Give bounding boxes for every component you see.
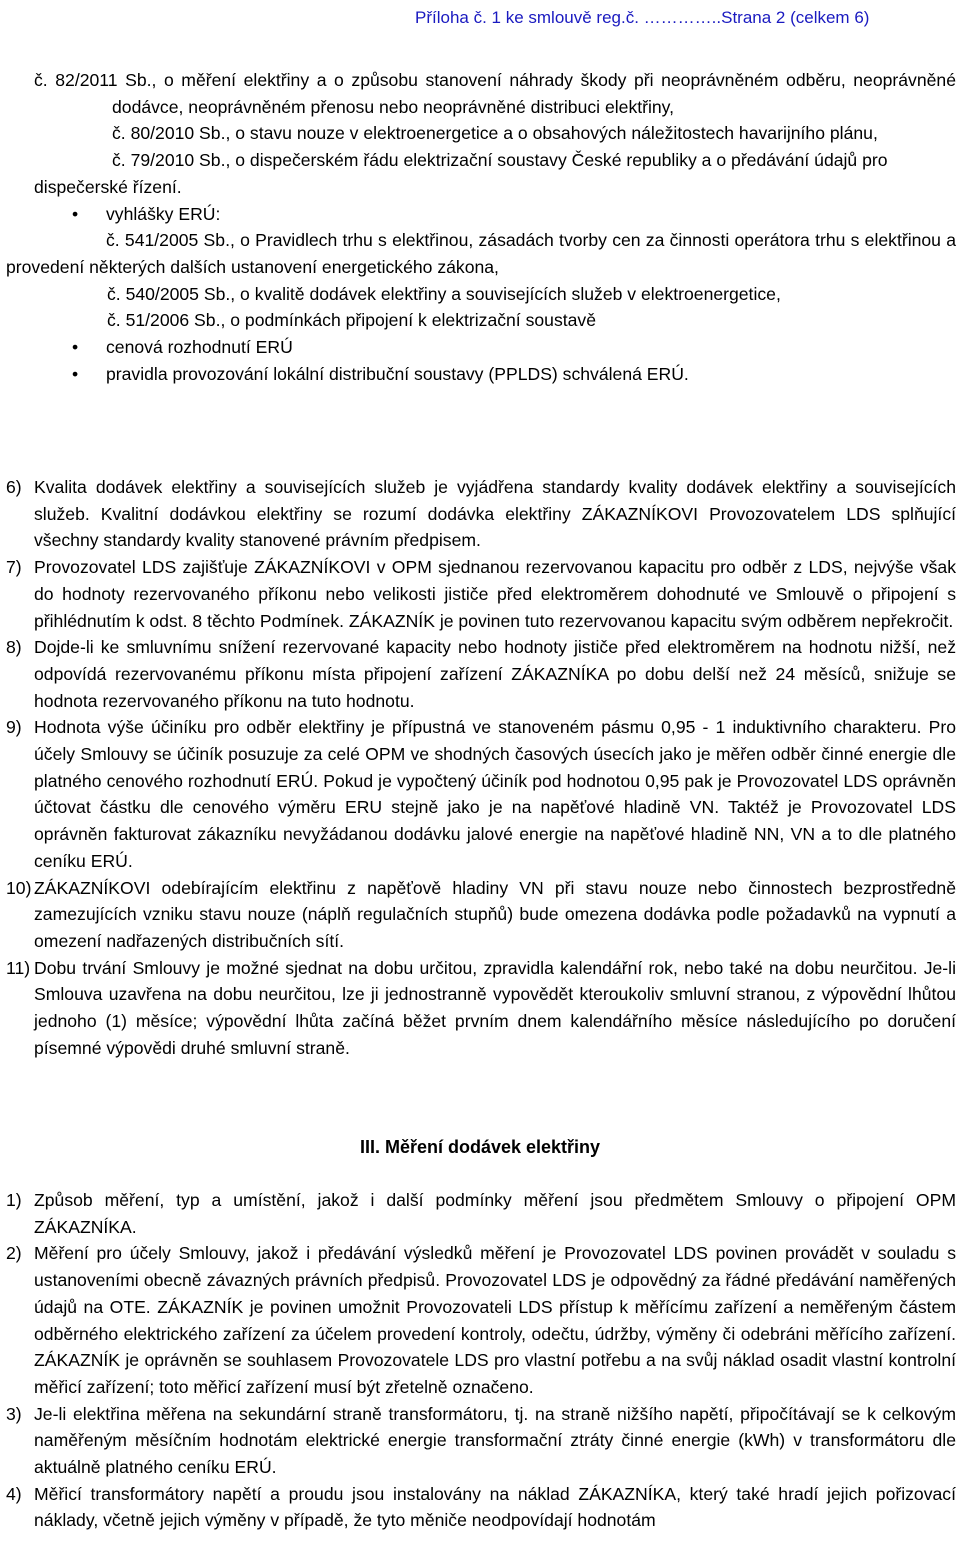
law-80-2010: č. 80/2010 Sb., o stavu nouze v elektroenergetice a o obsahových náležitostech havarijního plánu, (112, 123, 878, 144)
item-7: 7) Provozovatel LDS zajišťuje ZÁKAZNÍKOVI v OPM sjednanou rezervovanou kapacitu pro odběr z LDS, nejvýše však do hodnoty rezervovaného příkonu nebo velikosti jističe před elektroměrem dohodnuté ve Smlouvě o připojení s přihlédnutím k odst. 8 těchto Podmínek. ZÁKAZNÍK je povinen tuto rezervovanou kapacitu svým odběrem nepřekročit. (6, 557, 956, 631)
item-6: 6) Kvalita dodávek elektřiny a souvisejících služeb je vyjádřena standardy kvality dodávek elektřiny a souvisejících služeb. Kvalitní dodávkou elektřiny se rozumí dodávka elektřiny ZÁKAZNÍKOVI Provozovatelem LDS splňující všechny standardy kvality stanovené právním předpisem. (6, 477, 956, 551)
page-header: Příloha č. 1 ke smlouvě reg.č. …………..Strana 2 (celkem 6) (415, 8, 870, 27)
bullet-cenova-rozhodnuti: • cenová rozhodnutí ERÚ (6, 334, 956, 361)
law-51-2006: č. 51/2006 Sb., o podmínkách připojení k elektrizační soustavě (107, 310, 596, 331)
bullet-vyhlasky: • vyhlášky ERÚ: (6, 201, 956, 228)
item-8: 8) Dojde-li ke smluvnímu snížení rezervované kapacity nebo hodnoty jističe před elektroměrem na hodnotu nižší, než odpovídá rezervovanému příkonu místa připojení zařízení ZÁKAZNÍKA po dobu delší než 24 měsíců, snižuje se hodnota rezervovaného příkonu na tuto hodnotu. (6, 637, 956, 711)
section-item-4: 4) Měřicí transformátory napětí a proudu jsou instalovány na náklad ZÁKAZNÍKA, který také hradí jejich pořizovací náklady, včetně jejich výměny v případě, že tyto měniče neodpovídají hodnotám (6, 1483, 956, 1531)
section-item-1: 1) Způsob měření, typ a umístění, jakož i další podmínky měření jsou předmětem Smlouvy o připojení OPM ZÁKAZNÍKA. (6, 1190, 956, 1237)
law-79-2010: č. 79/2010 Sb., o dispečerském řádu elektrizační soustavy České republiky a o předávání údajů pro dispečerské řízení. (34, 150, 888, 197)
bullet-icon: • (72, 363, 79, 384)
section-item-2: 2) Měření pro účely Smlouvy, jakož i předávání výsledků měření je Provozovatel LDS povinen provádět v souladu s ustanoveními obecně závazných právních předpisů. Provozovatel LDS je odpovědný za řádné předávání naměřených údajů na OTE. ZÁKAZNÍK je povinen umožnit Provozovateli LDS přístup k měřícímu zařízení a neměřeným částem odběrného elektrického zařízení za účelem provedení kontroly, odečtu, údržby, výměny či odebráni měřícího zařízení. ZÁKAZNÍK je oprávněn se souhlasem Provozovatele LDS pro vlastní potřebu a na svůj náklad osadit vlastní kontrolní měřicí zařízení; toto měřicí zařízení musí být zřetelně označeno. (6, 1243, 956, 1397)
section-title: III. Měření dodávek elektřiny (359, 1137, 601, 1157)
bullet-pravidla: • pravidla provozování lokální distribuční soustavy (PPLDS) schválená ERÚ. (6, 361, 956, 388)
law-540-2005: č. 540/2005 Sb., o kvalitě dodávek elektřiny a souvisejících služeb v elektroenergetice, (107, 283, 781, 304)
numbered-items (6, 474, 956, 1061)
item-10: 10) ZÁKAZNÍKOVI odebírajícím elektřinu z napěťově hladiny VN při stavu nouze nebo činnostech bezprostředně zamezujících vzniku stavu nouze (náplň regulačních stupňů) bude omezena dodávka podle požadavků na vypnutí a omezení nadřazených distribučních sítí. (6, 877, 956, 951)
law-82-2011: č. 82/2011 Sb., o měření elektřiny a o způsobu stanovení náhrady škody při neoprávněném odběru, neoprávněné dodávce, neoprávněném přenosu nebo neoprávněné distribuci elektřiny, (34, 70, 956, 117)
section-item-3: 3) Je-li elektřina měřena na sekundární straně transformátoru, tj. na straně nižšího napětí, připočítávají se k celkovým naměřeným měsíčním hodnotám elektrické energie transformační ztráty činné energie (kWh) v transformátoru dle aktuálně platného ceníku ERÚ. (6, 1403, 956, 1478)
law-541-2005: č. 541/2005 Sb., o Pravidlech trhu s elektřinou, zásadách tvorby cen za činnosti operátora trhu s elektřinou a provedení některých dalších ustanovení energetického zákona, (6, 230, 956, 277)
law-list (6, 67, 956, 387)
bullet-icon: • (72, 337, 79, 358)
section-items (6, 1187, 956, 1534)
item-9: 9) Hodnota výše účiníku pro odběr elektřiny je přípustná ve stanoveném pásmu 0,95 - 1 induktivního charakteru. Pro účely Smlouvy se účiník posuzuje za celé OPM ve shodných časových úsecích jako je měřen odběr činné energie dle platného cenového rozhodnutí ERÚ. Pokud je vypočtený účiník pod hodnotou 0,95 pak je Provozovatel LDS oprávněn účtovat částku dle cenového výměru ERU stejně jako je na napěťové hladině VN. Taktéž je Provozovatel LDS oprávněn fakturovat zákazníku nevyžádanou dodávku jalové energie na napěťové hladině NN, VN a to dle platného ceníku ERÚ. (6, 717, 956, 871)
item-11: 11) Dobu trvání Smlouvy je možné sjednat na dobu určitou, zpravidla kalendářní rok, nebo také na dobu neurčitou. Je-li Smlouva uzavřena na dobu neurčitou, lze ji jednostranně vypovědět kteroukoliv smluvní stranou, z výpovědní lhůtou jednoho (1) měsíce; výpovědní lhůta začíná běžet prvním dnem kalendářního měsíce následujícího po doručení písemné výpovědi druhé smluvní straně. (6, 957, 956, 1058)
bullet-icon: • (72, 203, 79, 224)
